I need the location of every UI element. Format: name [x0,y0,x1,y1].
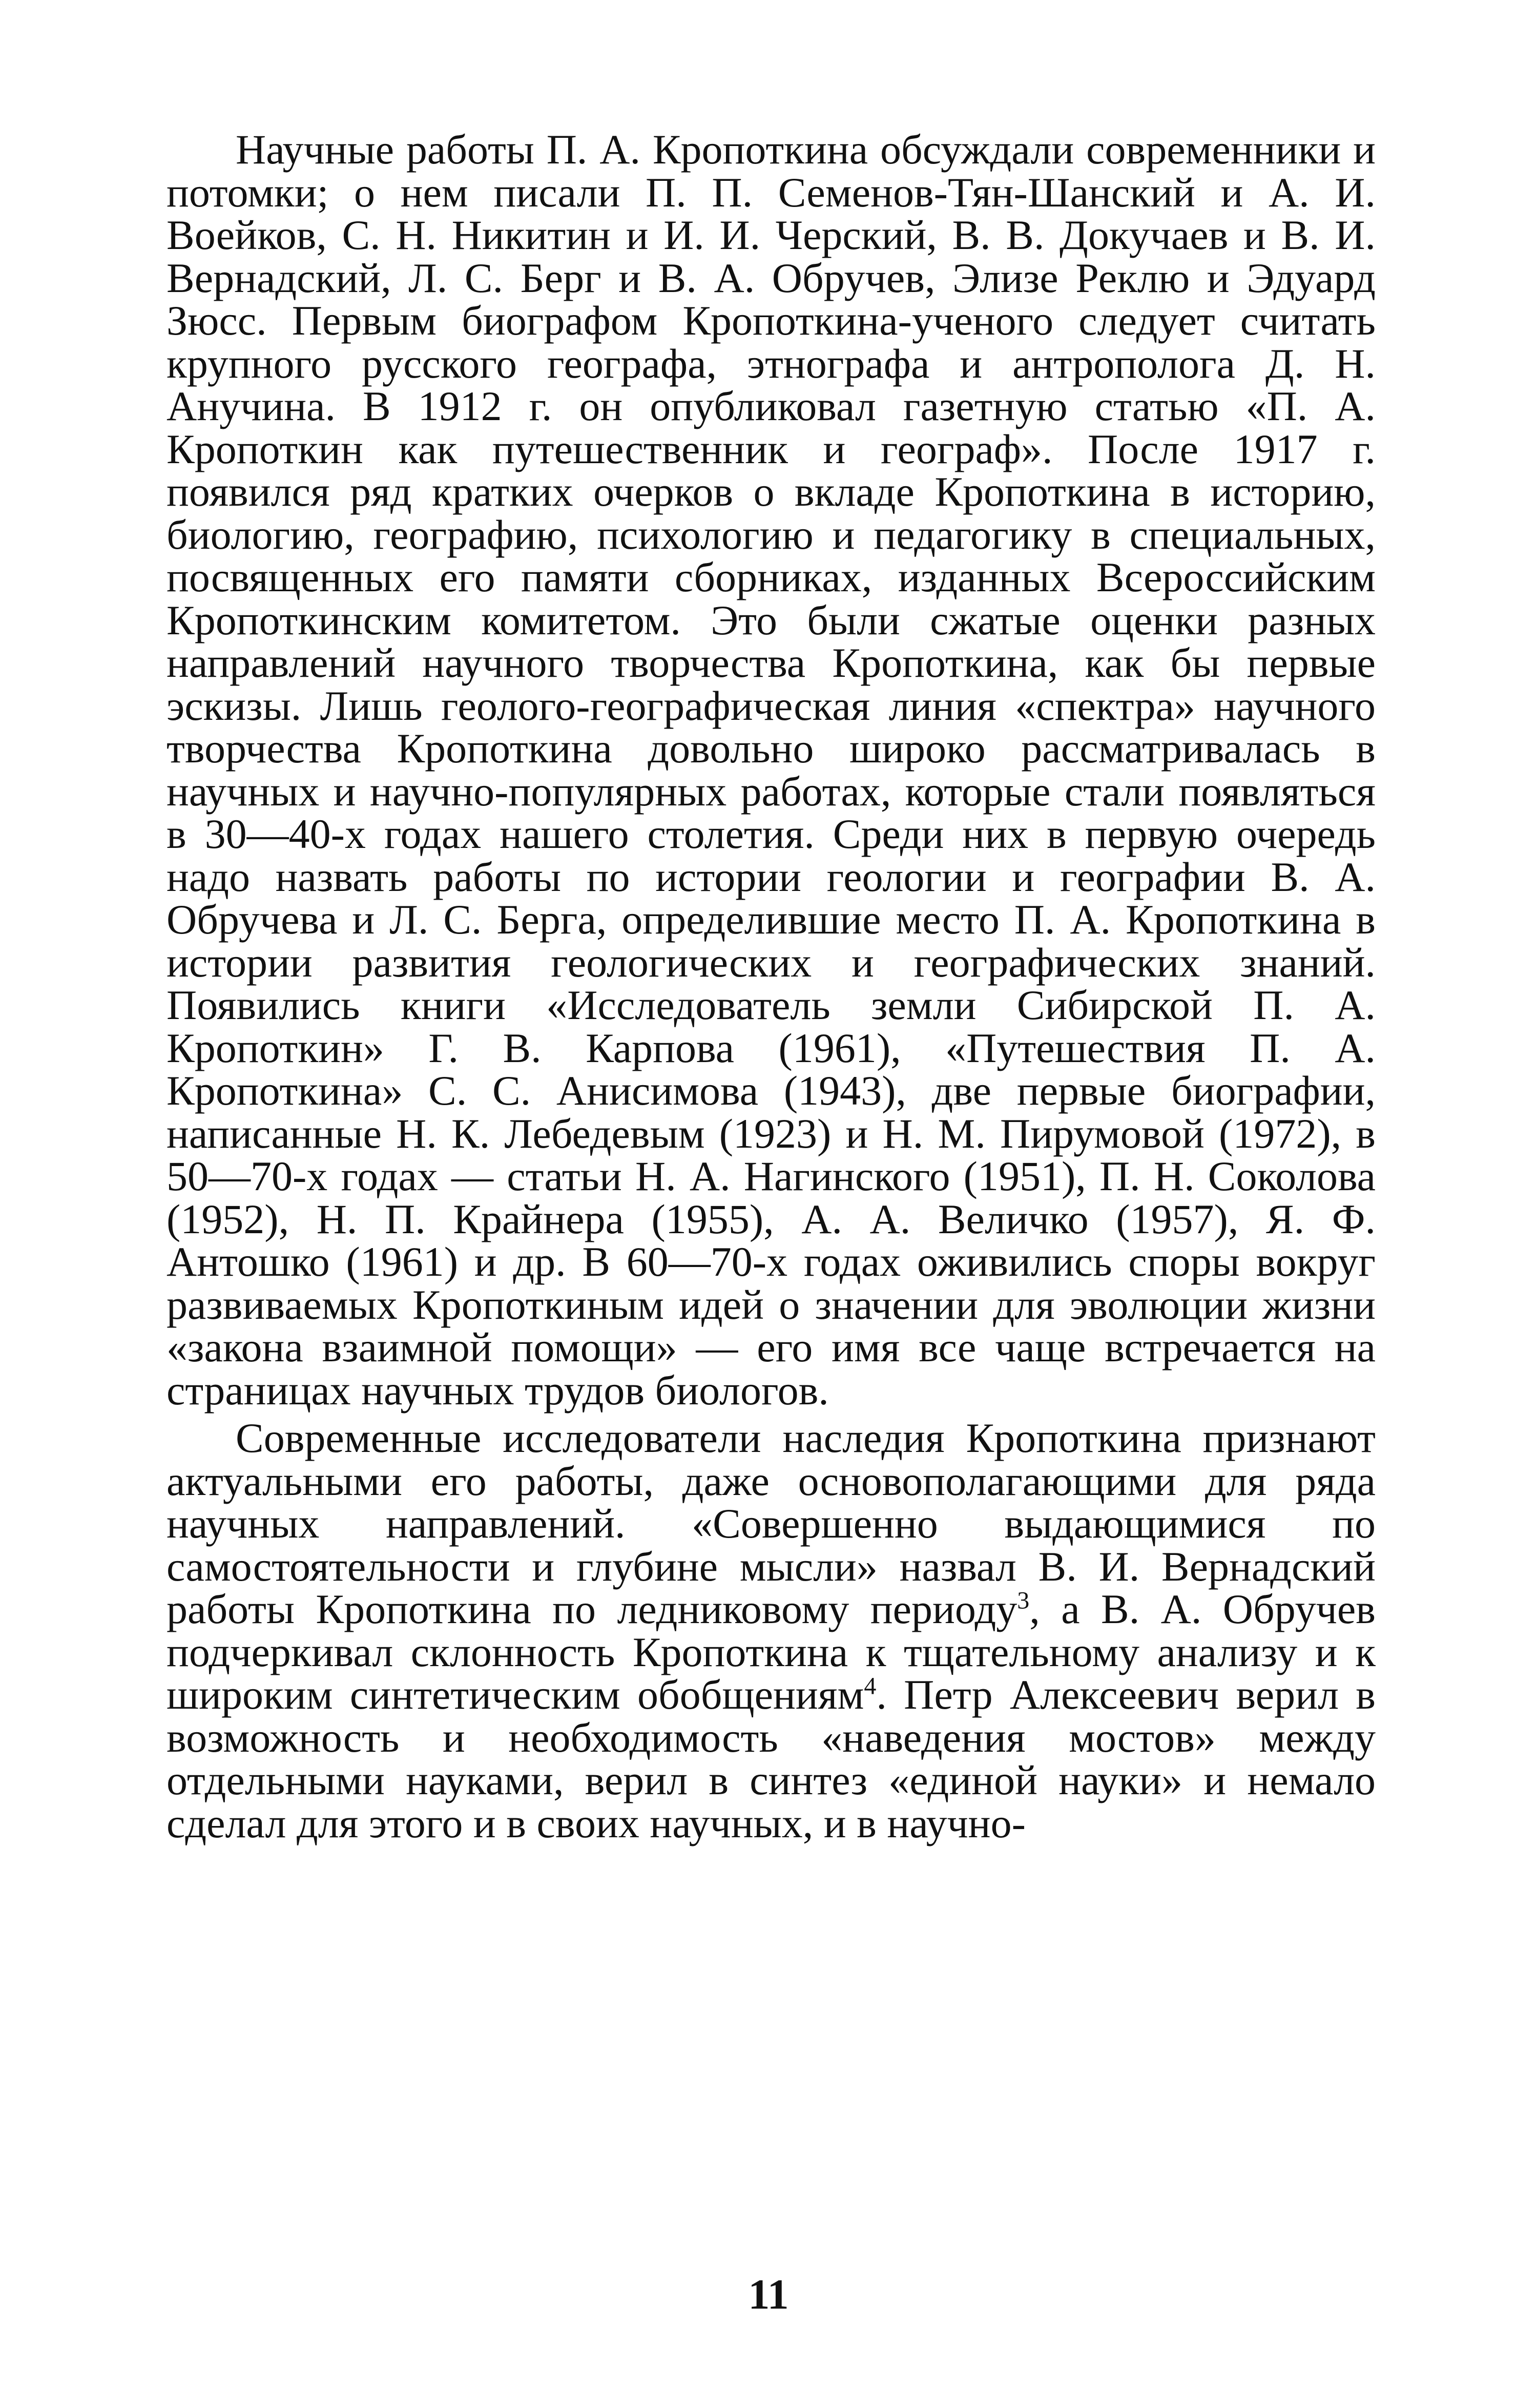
paragraph-1: Научные работы П. А. Кропоткина обсуждали современники и потомки; о нем писали П. П. Семенов-Тян-Шанский и А. И. Воейков, С. Н. Никитин и И. И. Черский, В. В. Докучаев и В. И. Вернадский, Л. С. Берг и В. А. Обручев, Элизе Реклю и Эдуард Зюсс. Первым биографом Кропоткина-ученого следует считать крупного русского географа, этнографа и антрополога Д. Н. Анучина. В 1912 г. он опубликовал газетную статью «П. А. Кропоткин как путешественник и географ». После 1917 г. появился ряд кратких очерков о вкладе Кропоткина в историю, биологию, географию, психологию и педагогику в специальных, посвященных его памяти сборниках, изданных Всероссийским Кропоткинским комитетом. Это были сжатые оценки разных направлений научного творчества Кропоткина, как бы первые эскизы. Лишь геолого-географическая линия «спектра» научного творчества Кропоткина довольно широко рассматривалась в научных и научно-популярных работах, которые стали появляться в 30—40-х годах нашего столетия. Среди них в первую очередь надо назвать работы по истории геологии и географии В. А. Обручева и Л. С. Берга, определившие место П. А. Кропоткина в истории развития геологических и географических знаний. Появились книги «Исследователь земли Сибирской П. А. Кропоткин» Г. В. Карпова (1961), «Путешествия П. А. Кропоткина» С. С. Анисимова (1943), две первые биографии, написанные Н. К. Лебедевым (1923) и Н. М. Пирумовой (1972), в 50—70-х годах — статьи Н. А. Нагинского (1951), П. Н. Соколова (1952), Н. П. Крайнера (1955), А. А. Величко (1957), Я. Ф. Антошко (1961) и др. В 60—70-х годах оживились споры вокруг развиваемых Кропоткиным идей о значении для эволюции жизни «закона взаимной помощи» — его имя все чаще встречается на страницах научных трудов биологов. [167,126,1376,1414]
page-number: 11 [748,2271,789,2318]
paragraph-2-part-3: . Петр Алексеевич верил в возможность и необходимость «наведения мостов» между отдельными науками, верил в синтез «единой науки» и немало сделал для этого и в своих научных, и в научно- [167,1671,1376,1846]
paragraph-2-part-1: Современные исследователи наследия Кропоткина признают актуальными его работы, даже основополагающими для ряда научных направлений. «Совершенно выдающимися по самостоятельности и глубине мысли» назвал В. И. Вернадский работы Кропоткина по ледниковому периоду [167,1415,1376,1632]
paragraph-2-part-2: , а В. А. Обручев подчеркивал склонность Кропоткина к тщательному анализу и к широким синтетическим обобщениям [167,1586,1376,1718]
page-body [167,128,1376,1844]
footnote-marker-4: 4 [864,1672,877,1700]
paragraph-2 [167,1417,1376,1844]
footnote-marker-3: 3 [1017,1587,1030,1614]
